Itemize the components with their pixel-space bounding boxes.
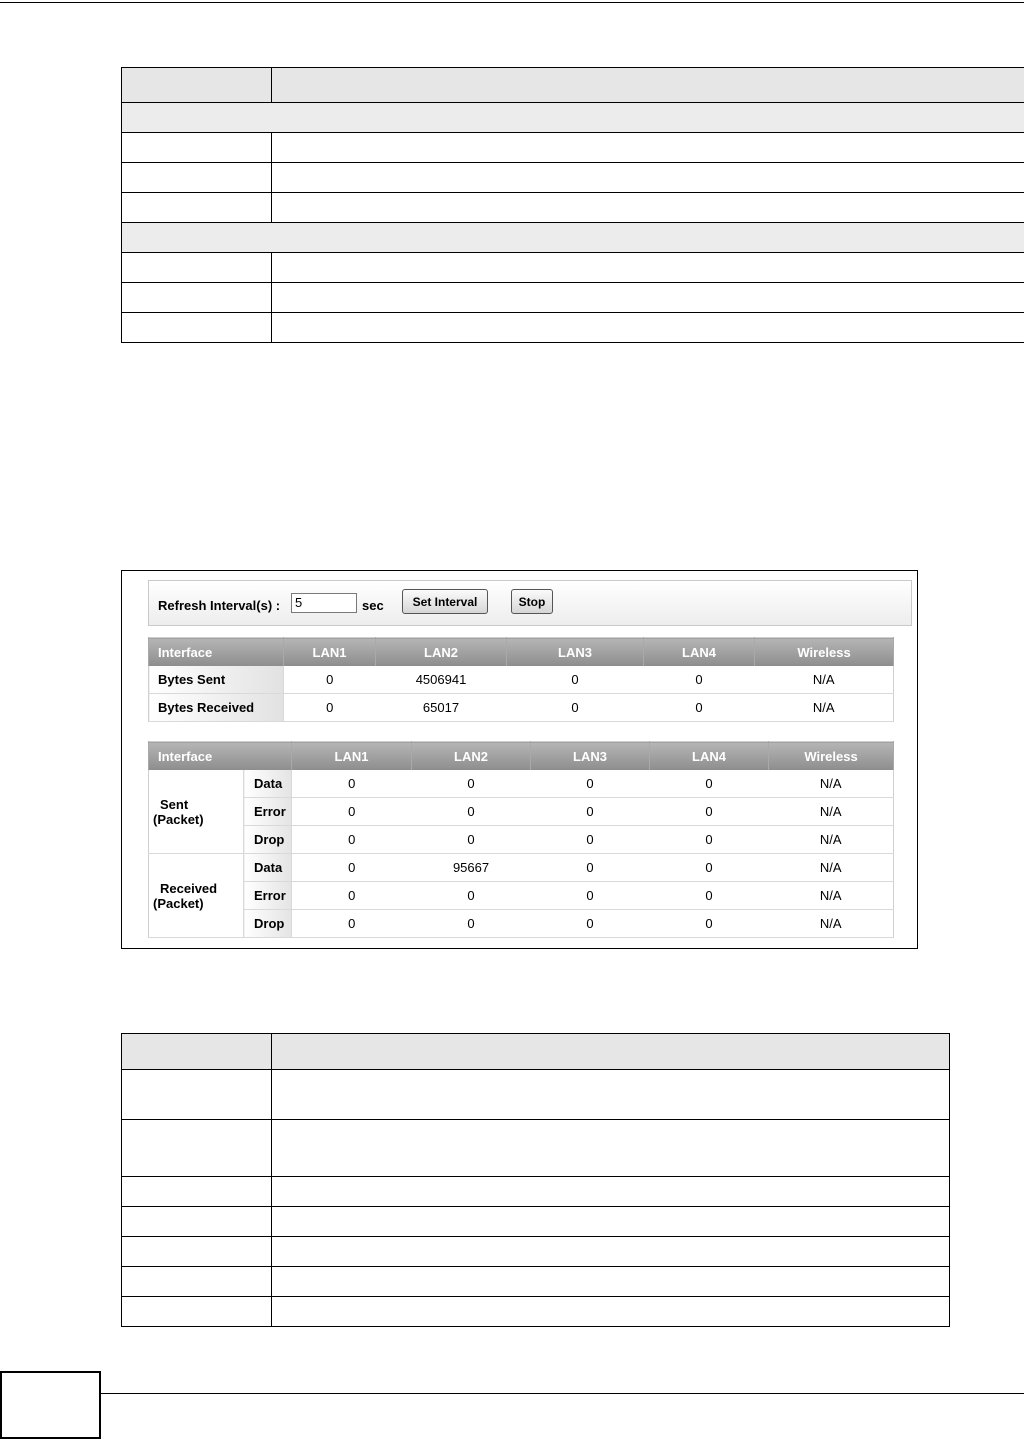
table-cell [122, 193, 272, 223]
row-label: Data [244, 854, 292, 882]
row-label: Bytes Received [149, 694, 284, 722]
row-label: Data [244, 770, 292, 798]
table-cell: 0 [650, 770, 769, 798]
table-row [122, 1070, 950, 1120]
refresh-interval-label: Refresh Interval(s) : [158, 598, 280, 613]
table-cell: 95667 [412, 854, 531, 882]
page-number-box [0, 1371, 101, 1439]
table-cell: 0 [412, 826, 531, 854]
table-cell [272, 1177, 950, 1207]
table-cell: 0 [284, 666, 376, 694]
table-cell [122, 1177, 272, 1207]
table-row [122, 1237, 950, 1267]
table-cell: 65017 [376, 694, 507, 722]
table-row [149, 770, 894, 798]
bottom-table [121, 1033, 950, 1327]
row-label: Drop [244, 910, 292, 938]
table-cell [122, 1120, 272, 1177]
sec-label: sec [362, 598, 384, 613]
table-cell: N/A [769, 882, 894, 910]
table-header-row [122, 68, 1024, 103]
refresh-toolbar [148, 580, 912, 626]
table-cell: 0 [292, 826, 412, 854]
packet-header-row [149, 742, 894, 771]
table-section-row [122, 223, 1024, 253]
table-header-cell [122, 1034, 272, 1070]
table-cell: 0 [644, 666, 755, 694]
table-row [122, 1297, 950, 1327]
table-cell [122, 1207, 272, 1237]
table-cell: 4506941 [376, 666, 507, 694]
table-cell [272, 193, 1024, 223]
table-cell: 0 [292, 854, 412, 882]
row-label: Drop [244, 826, 292, 854]
table-cell: 0 [650, 854, 769, 882]
table-cell: N/A [769, 826, 894, 854]
column-header: Wireless [769, 742, 894, 771]
table-cell [122, 103, 1024, 133]
table-cell: 0 [644, 694, 755, 722]
table-cell [122, 163, 272, 193]
packet-table [148, 741, 894, 938]
table-row [149, 854, 894, 882]
table-row [149, 694, 894, 722]
row-label: Bytes Sent [149, 666, 284, 694]
table-cell [122, 223, 1024, 253]
table-row [149, 910, 894, 938]
table-cell [272, 253, 1024, 283]
column-header: LAN3 [531, 742, 650, 771]
group-label-line: (Packet) [153, 812, 243, 827]
column-header: Wireless [755, 638, 894, 667]
top-table [121, 67, 1024, 343]
table-row [122, 133, 1024, 163]
table-cell: 0 [650, 882, 769, 910]
table-cell [122, 1297, 272, 1327]
group-label-line: Received [153, 881, 243, 896]
table-cell: N/A [769, 854, 894, 882]
bytes-table [148, 637, 894, 722]
group-label-received [149, 854, 244, 938]
table-cell: N/A [755, 666, 894, 694]
table-cell: 0 [412, 882, 531, 910]
table-cell: 0 [531, 854, 650, 882]
table-row [122, 1120, 950, 1177]
table-header-cell [272, 1034, 950, 1070]
table-cell: N/A [755, 694, 894, 722]
column-header: Interface [149, 638, 284, 667]
stop-button[interactable]: Stop [511, 589, 553, 614]
header-rule [0, 2, 1024, 3]
table-cell [122, 253, 272, 283]
table-cell: 0 [507, 666, 644, 694]
table-cell: 0 [650, 798, 769, 826]
column-header: LAN1 [292, 742, 412, 771]
group-label-line: (Packet) [153, 896, 243, 911]
footer-rule [99, 1393, 1024, 1394]
table-cell [122, 1267, 272, 1297]
table-row [122, 193, 1024, 223]
table-cell: N/A [769, 770, 894, 798]
set-interval-button[interactable]: Set Interval [402, 589, 488, 614]
table-cell [272, 1207, 950, 1237]
table-row [122, 1267, 950, 1297]
table-row [149, 798, 894, 826]
table-row [122, 1177, 950, 1207]
table-cell [272, 1297, 950, 1327]
table-row [122, 313, 1024, 343]
refresh-interval-input[interactable]: 5 [291, 593, 357, 613]
table-cell: 0 [531, 826, 650, 854]
table-cell [272, 1237, 950, 1267]
bytes-header-row [149, 638, 894, 667]
table-cell [122, 133, 272, 163]
column-header: LAN1 [284, 638, 376, 667]
table-cell: 0 [531, 770, 650, 798]
table-cell [272, 163, 1024, 193]
table-row [122, 283, 1024, 313]
table-cell: 0 [531, 798, 650, 826]
table-cell [272, 1120, 950, 1177]
table-row [122, 1207, 950, 1237]
table-cell: 0 [531, 882, 650, 910]
table-cell [122, 283, 272, 313]
table-cell [122, 1070, 272, 1120]
table-cell: 0 [292, 910, 412, 938]
table-cell: 0 [412, 910, 531, 938]
statistics-screenshot [121, 570, 918, 949]
table-cell [272, 133, 1024, 163]
table-cell [272, 313, 1024, 343]
row-label: Error [244, 798, 292, 826]
group-label-line: Sent [153, 797, 243, 812]
column-header: LAN2 [412, 742, 531, 771]
column-header: LAN4 [644, 638, 755, 667]
table-cell: 0 [292, 770, 412, 798]
table-cell [272, 1267, 950, 1297]
table-cell: N/A [769, 798, 894, 826]
table-cell: 0 [507, 694, 644, 722]
row-label: Error [244, 882, 292, 910]
column-header: Interface [149, 742, 292, 771]
table-cell [272, 283, 1024, 313]
table-row [149, 882, 894, 910]
table-cell: 0 [292, 798, 412, 826]
table-cell: 0 [412, 770, 531, 798]
table-cell: 0 [412, 798, 531, 826]
table-cell: N/A [769, 910, 894, 938]
table-header-cell [272, 68, 1024, 103]
group-label-sent [149, 770, 244, 854]
table-cell: 0 [650, 910, 769, 938]
table-cell: 0 [292, 882, 412, 910]
table-cell [272, 1070, 950, 1120]
table-cell [122, 1237, 272, 1267]
table-header-cell [122, 68, 272, 103]
table-cell: 0 [650, 826, 769, 854]
table-header-row [122, 1034, 950, 1070]
table-cell: 0 [531, 910, 650, 938]
column-header: LAN2 [376, 638, 507, 667]
table-row [149, 826, 894, 854]
column-header: LAN3 [507, 638, 644, 667]
table-cell: 0 [284, 694, 376, 722]
table-row [122, 253, 1024, 283]
table-row [149, 666, 894, 694]
table-cell [122, 313, 272, 343]
table-row [122, 163, 1024, 193]
column-header: LAN4 [650, 742, 769, 771]
table-section-row [122, 103, 1024, 133]
